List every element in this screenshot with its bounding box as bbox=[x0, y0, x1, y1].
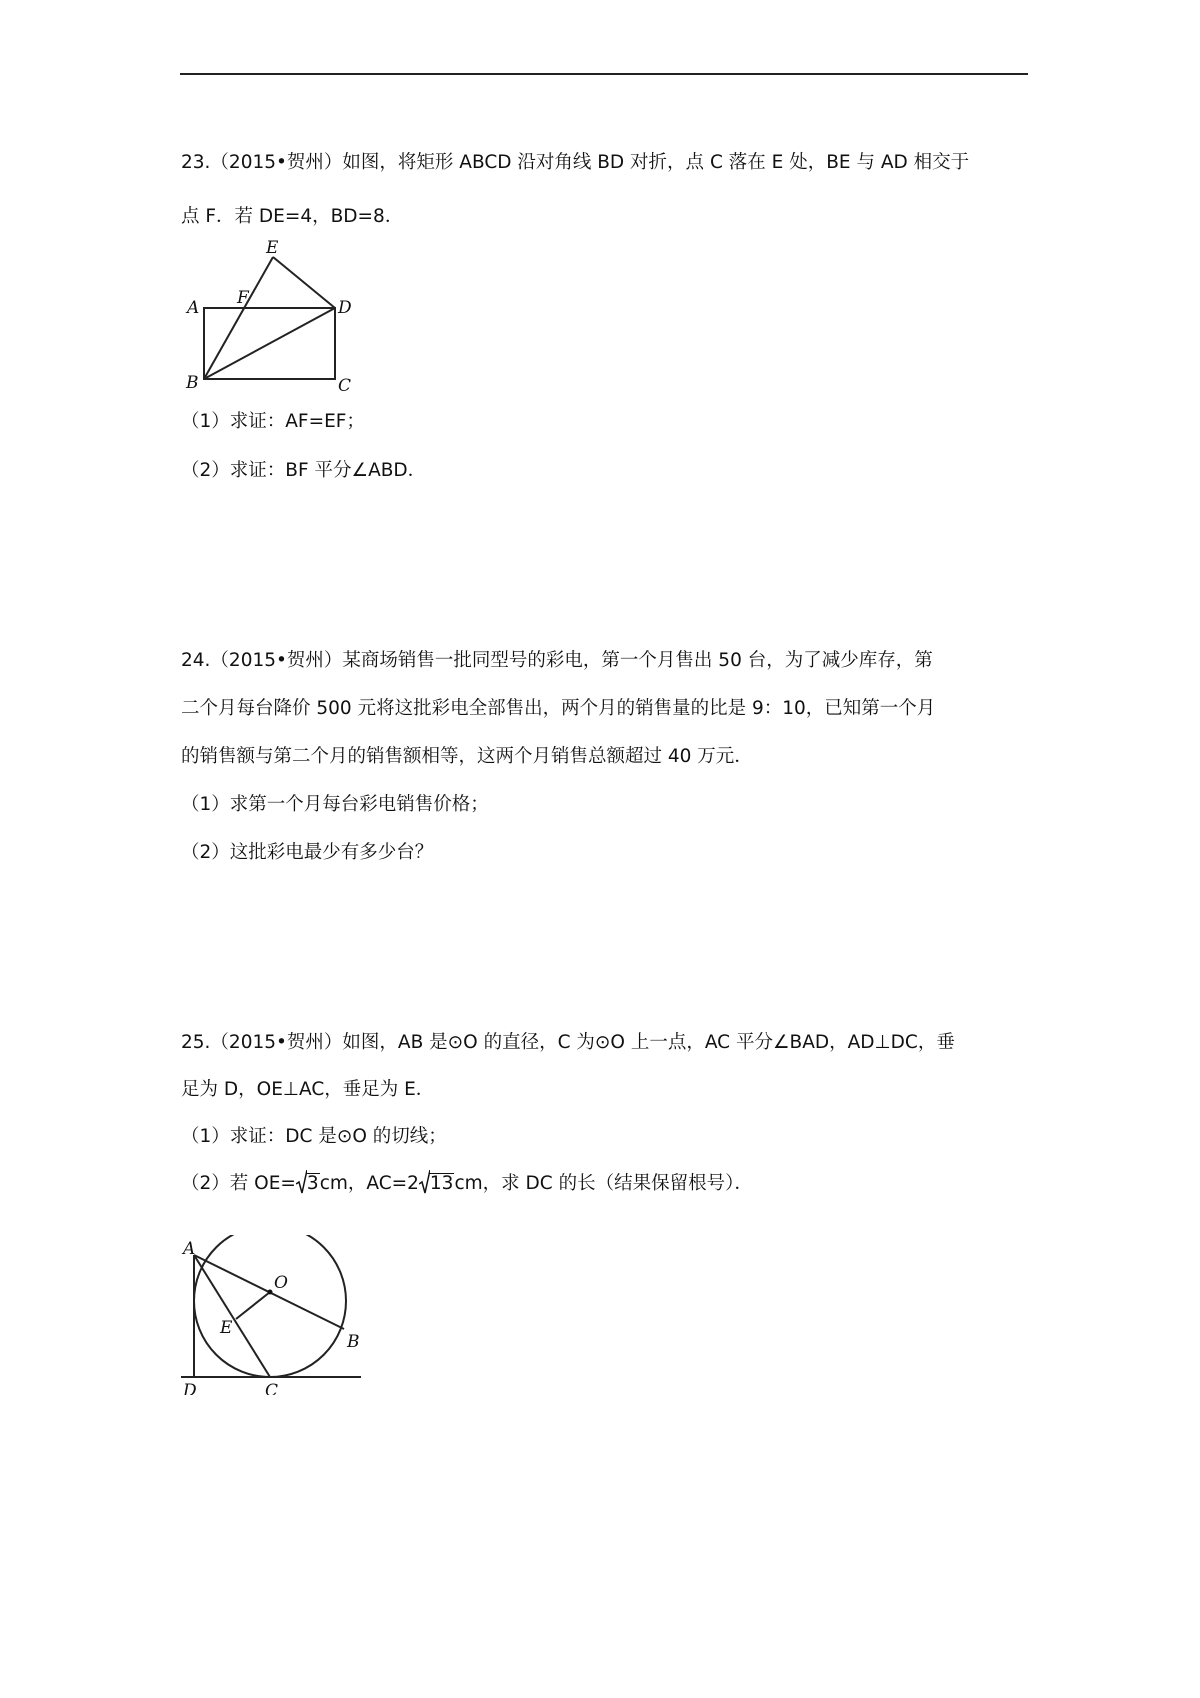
radicand-13: 13 bbox=[429, 1173, 454, 1194]
radical-sign-icon bbox=[419, 1169, 430, 1195]
label-o: O bbox=[274, 1273, 288, 1293]
q25-part2-suffix: cm，求 DC 的长（结果保留根号）． bbox=[454, 1173, 753, 1194]
label-a: A bbox=[183, 1239, 196, 1259]
q25-figure-lines bbox=[181, 1235, 361, 1377]
label-f: F bbox=[237, 288, 249, 308]
segment-oe bbox=[236, 1292, 270, 1319]
label-c: C bbox=[338, 376, 352, 395]
label-c: C bbox=[265, 1381, 279, 1395]
sqrt-3 bbox=[296, 1171, 320, 1197]
label-e: E bbox=[220, 1318, 233, 1338]
q25-text-line1: 25.（2015•贺州）如图，AB 是⊙O 的直径，C 为⊙O 上一点，AC 平分∠BAD，AD⊥DC，垂 bbox=[181, 1032, 955, 1053]
q23-figure-lines bbox=[204, 257, 335, 379]
label-d: D bbox=[183, 1381, 197, 1395]
q24-text-line3: 的销售额与第二个月的销售额相等，这两个月销售总额超过 40 万元． bbox=[181, 746, 753, 767]
radicand-3: 3 bbox=[306, 1173, 319, 1194]
circle-o bbox=[194, 1235, 346, 1377]
label-b: B bbox=[347, 1332, 360, 1352]
q24-part2: （2）这批彩电最少有多少台？ bbox=[181, 842, 434, 863]
center-point-o bbox=[268, 1290, 273, 1295]
q25-part2-mid: cm，AC=2 bbox=[319, 1173, 419, 1194]
label-d: D bbox=[338, 298, 352, 318]
label-b: B bbox=[186, 373, 199, 393]
q23-text-line1: 23.（2015•贺州）如图，将矩形 ABCD 沿对角线 BD 对折，点 C 落在 E 处，BE 与 AD 相交于 bbox=[181, 152, 970, 173]
q23-figure bbox=[180, 240, 380, 395]
q23-part2: （2）求证：BF 平分∠ABD． bbox=[181, 460, 427, 481]
q25-figure bbox=[175, 1235, 375, 1395]
label-a: A bbox=[187, 298, 200, 318]
radical-sign-icon bbox=[296, 1169, 307, 1195]
q25-part2 bbox=[181, 1171, 753, 1197]
q24-part1: （1）求第一个月每台彩电销售价格； bbox=[181, 794, 489, 815]
q24-text-line1: 24.（2015•贺州）某商场销售一批同型号的彩电，第一个月售出 50 台，为了减少库存，第 bbox=[181, 650, 933, 671]
q24-text-line2: 二个月每台降价 500 元将这批彩电全部售出，两个月的销售量的比是 9：10，已知第一个月 bbox=[181, 698, 936, 719]
q23-part1: （1）求证：AF=EF； bbox=[181, 411, 365, 432]
q25-part1: （1）求证：DC 是⊙O 的切线； bbox=[181, 1126, 447, 1147]
segment-ed bbox=[273, 257, 335, 308]
q25-part2-prefix: （2）若 OE= bbox=[181, 1173, 296, 1194]
q25-text-line2: 足为 D，OE⊥AC，垂足为 E． bbox=[181, 1079, 435, 1100]
header-rule bbox=[180, 73, 1028, 75]
sqrt-13 bbox=[419, 1171, 455, 1197]
q23-text-line2: 点 F．若 DE=4，BD=8． bbox=[181, 206, 404, 227]
label-e: E bbox=[266, 240, 279, 258]
